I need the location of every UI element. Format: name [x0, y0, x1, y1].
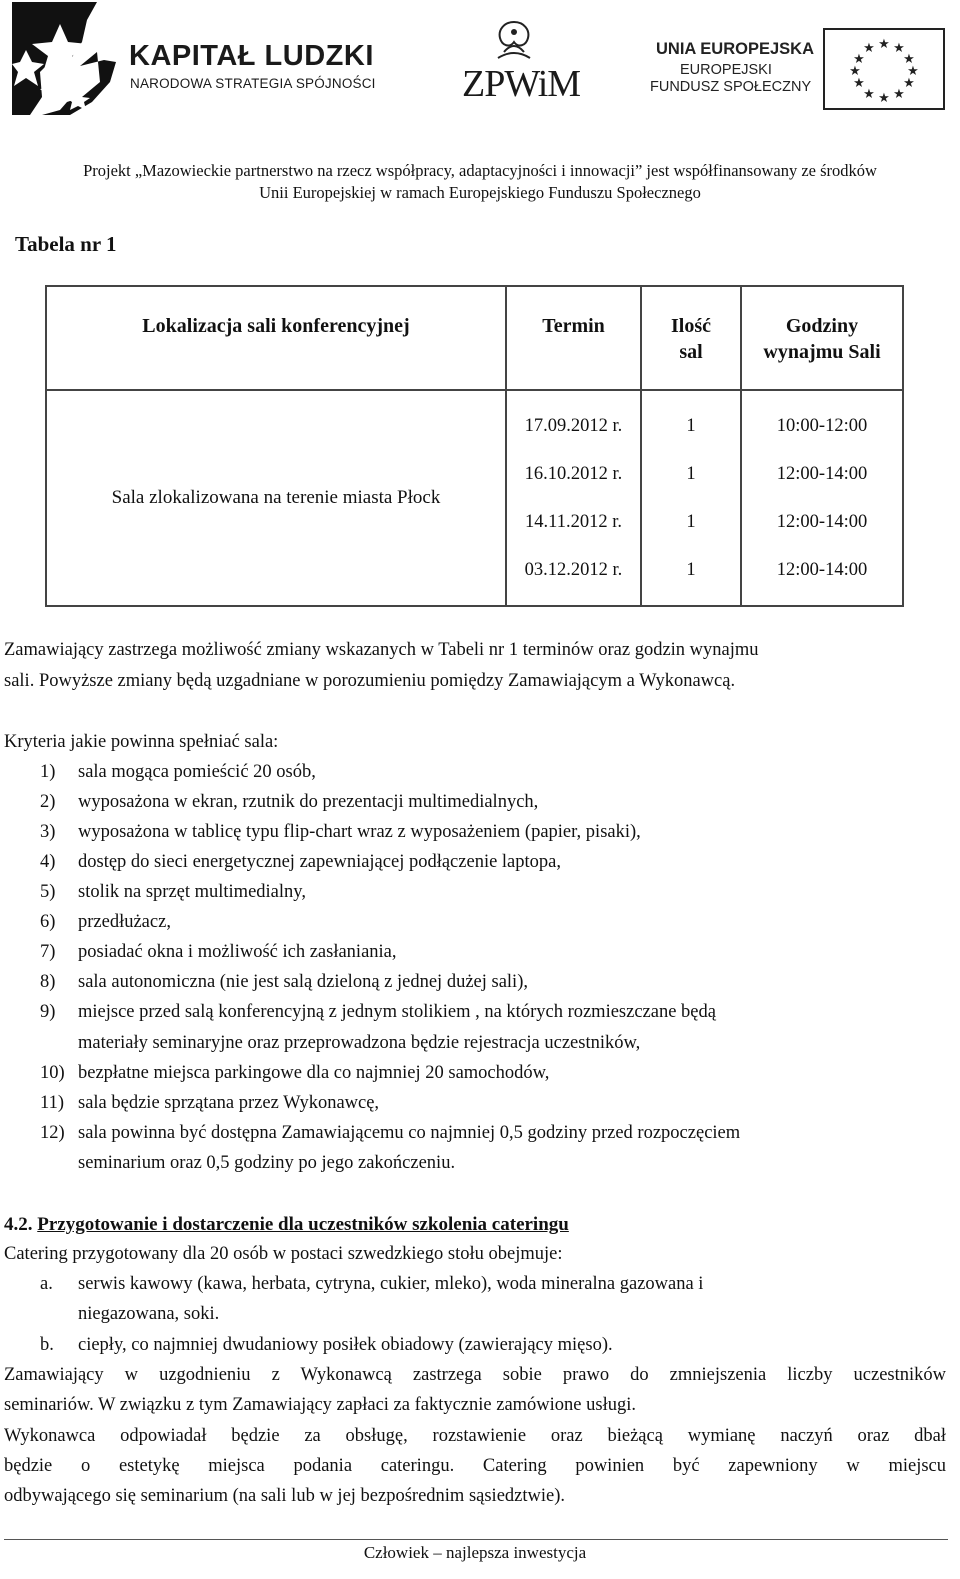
criteria-number: 8) — [40, 972, 56, 992]
zpwim-logo — [462, 18, 581, 105]
table-border-bottom — [45, 605, 904, 607]
svg-text:★: ★ — [878, 37, 890, 52]
criteria-number: 3) — [40, 822, 56, 842]
header-date: Termin — [542, 315, 605, 337]
kapital-ludzki-logo — [12, 2, 376, 117]
header-hours — [742, 313, 902, 365]
catering-item-text: ciepły, co najmniej dwudaniowy posiłek obiadowy (zawierający mięso). — [78, 1335, 613, 1355]
svg-text:★: ★ — [903, 76, 915, 91]
criteria-number: 12) — [40, 1123, 65, 1143]
criteria-text: sala mogąca pomieścić 20 osób, — [78, 762, 316, 782]
header-rooms-line-2: sal — [679, 341, 703, 363]
rooms-cell: 1 — [686, 464, 696, 484]
criteria-number: 4) — [40, 852, 56, 872]
catering-intro: Catering przygotowany dla 20 osób w postaci szwedzkiego stołu obejmuje: — [4, 1244, 563, 1264]
svg-text:★: ★ — [893, 87, 905, 102]
project-note-line-2: Unii Europejskiej w ramach Europejskiego Funduszu Społecznego — [259, 183, 701, 202]
paragraph-service-line-2 — [4, 1456, 946, 1477]
criteria-number: 2) — [40, 792, 56, 812]
criteria-number: 5) — [40, 882, 56, 902]
ue-line-1: UNIA EUROPEJSKA — [656, 40, 814, 58]
rooms-cell: 1 — [686, 416, 696, 436]
criteria-text: bezpłatne miejsca parkingowe dla co najmniej 20 samochodów, — [78, 1063, 550, 1083]
criteria-text: przedłużacz, — [78, 912, 171, 932]
criteria-text: sala będzie sprzątana przez Wykonawcę, — [78, 1093, 380, 1113]
criteria-text: posiadać okna i możliwość ich zasłaniania, — [78, 942, 397, 962]
svg-text:★: ★ — [853, 76, 865, 91]
criteria-text-continued: seminarium oraz 0,5 godziny po jego zakończeniu. — [78, 1153, 456, 1173]
paragraph-service-line-1 — [4, 1426, 946, 1447]
criteria-number: 1) — [40, 762, 56, 782]
criteria-text: wyposażona w tablicę typu flip-chart wraz z wyposażeniem (papier, pisaki), — [78, 822, 641, 842]
table-border-top — [45, 285, 904, 287]
paragraph-text: będzie o estetykę miejsca podania cateringu. Catering powinien być zapewniony w miejscu — [4, 1456, 946, 1476]
catering-section-number: 4.2. — [4, 1214, 33, 1235]
header-location: Lokalizacja sali konferencyjnej — [142, 315, 410, 337]
header-logos — [0, 0, 960, 125]
paragraph-reduction-line-2: seminariów. W związku z tym Zamawiający zapłaci za faktycznie zamówione usługi. — [4, 1395, 636, 1415]
table-title: Tabela nr 1 — [15, 232, 117, 256]
criteria-number: 7) — [40, 942, 56, 962]
svg-text:★: ★ — [893, 41, 905, 56]
criteria-text: wyposażona w ekran, rzutnik do prezentacji multimedialnych, — [78, 792, 539, 812]
svg-text:★: ★ — [878, 91, 890, 106]
catering-heading — [4, 1214, 569, 1236]
notice-line-2: sali. Powyższe zmiany będą uzgadniane w porozumieniu pomiędzy Zamawiającym a Wykonawcą. — [4, 671, 736, 691]
svg-text:★: ★ — [907, 64, 919, 79]
criteria-text: sala powinna być dostępna Zamawiającemu co najmniej 0,5 godziny przed rozpoczęciem — [78, 1123, 741, 1143]
svg-text:★: ★ — [863, 41, 875, 56]
table-border-header — [45, 389, 904, 391]
criteria-text-continued: materiały seminaryjne oraz przeprowadzona będzie rejestracja uczestników, — [78, 1033, 641, 1053]
criteria-text: dostęp do sieci energetycznej zapewniającej podłączenie laptopa, — [78, 852, 561, 872]
criteria-number: 6) — [40, 912, 56, 932]
ue-line-3: FUNDUSZ SPOŁECZNY — [650, 79, 812, 95]
hours-cell: 10:00-12:00 — [776, 416, 868, 436]
date-cell: 03.12.2012 r. — [524, 560, 623, 580]
criteria-number: 10) — [40, 1063, 65, 1083]
paragraph-text: Wykonawca odpowiadał będzie za obsługę, rozstawienie oraz bieżącą wymianę naczyń oraz dbał — [4, 1426, 946, 1446]
header-rooms-line-1: Ilość — [671, 315, 711, 337]
footer-rule — [4, 1539, 948, 1540]
location-cell: Sala zlokalizowana na terenie miasta Płock — [111, 487, 441, 508]
svg-text:★: ★ — [853, 52, 865, 67]
rooms-cell: 1 — [686, 560, 696, 580]
criteria-text: stolik na sprzęt multimedialny, — [78, 882, 306, 902]
catering-item-text-continued: niegazowana, soki. — [78, 1304, 220, 1324]
eu-flag-icon — [823, 28, 945, 110]
criteria-heading: Kryteria jakie powinna spełniać sala: — [4, 732, 279, 752]
zpwim-emblem-icon — [490, 18, 538, 64]
hours-cell: 12:00-14:00 — [776, 512, 868, 532]
criteria-number: 11) — [40, 1093, 64, 1113]
paragraph-text: Zamawiający w uzgodnieniu z Wykonawcą zastrzega sobie prawo do zmniejszenia liczby uczestników — [4, 1365, 946, 1385]
criteria-text: sala autonomiczna (nie jest salą dzieloną z jednej dużej sali), — [78, 972, 528, 992]
svg-text:★: ★ — [863, 87, 875, 102]
catering-item-text: serwis kawowy (kawa, herbata, cytryna, cukier, mleko), woda mineralna gazowana i — [78, 1274, 704, 1294]
ue-line-2: EUROPEJSKI — [680, 62, 772, 78]
svg-text:★: ★ — [849, 64, 861, 79]
svg-text:★: ★ — [903, 52, 915, 67]
notice-line-1: Zamawiający zastrzega możliwość zmiany wskazanych w Tabeli nr 1 terminów oraz godzin wynajmu — [4, 640, 759, 660]
header-hours-line-1: Godziny — [785, 315, 859, 337]
catering-item-letter: b. — [40, 1335, 54, 1355]
unia-europejska-logo — [640, 28, 950, 112]
schedule-table — [45, 285, 904, 607]
date-cell: 14.11.2012 r. — [525, 512, 622, 532]
zpwim-name: ZPWiM — [462, 63, 581, 105]
criteria-number: 9) — [40, 1002, 56, 1022]
paragraph-reduction-line-1 — [4, 1365, 946, 1386]
catering-section-title: Przygotowanie i dostarczenie dla uczestników szkolenia cateringu — [37, 1214, 569, 1235]
date-cell: 17.09.2012 r. — [524, 416, 623, 436]
header-rooms — [642, 313, 740, 365]
header-hours-line-2: wynajmu Sali — [763, 341, 881, 363]
kapital-ludzki-name: KAPITAŁ LUDZKI — [129, 40, 374, 72]
kapital-ludzki-subtitle: NARODOWA STRATEGIA SPÓJNOŚCI — [130, 76, 376, 91]
rooms-cell: 1 — [686, 512, 696, 532]
project-note-line-1: Projekt „Mazowieckie partnerstwo na rzecz współpracy, adaptacyjności i innowacji” jest współfinansowany ze środków — [83, 161, 877, 180]
criteria-text: miejsce przed salą konferencyjną z jednym stolikiem , na których rozmieszczane będą — [78, 1002, 716, 1022]
table-border-right — [902, 285, 904, 607]
hours-cell: 12:00-14:00 — [776, 560, 868, 580]
footer-slogan: Człowiek – najlepsza inwestycja — [363, 1543, 587, 1562]
hours-cell: 12:00-14:00 — [776, 464, 868, 484]
paragraph-service-line-3: odbywającego się seminarium (na sali lub w jej bezpośrednim sąsiedztwie). — [4, 1486, 565, 1506]
date-cell: 16.10.2012 r. — [524, 464, 623, 484]
catering-item-letter: a. — [40, 1274, 53, 1294]
kapital-ludzki-star-icon — [12, 2, 117, 117]
